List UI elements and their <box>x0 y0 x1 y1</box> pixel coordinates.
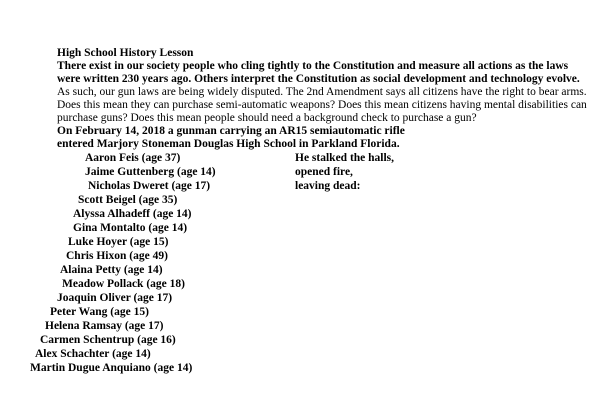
victim-row <box>30 361 557 375</box>
aftermath-text: He stalked the halls, <box>295 152 395 164</box>
paragraph-line: were written 230 years ago. Others interpret the Constitution as social development and technology evolve. <box>57 73 580 85</box>
victim-name: Scott Beigel (age 35) <box>78 194 178 206</box>
victim-row <box>57 249 557 263</box>
aftermath-text: opened fire, <box>295 166 353 178</box>
victim-row <box>57 179 557 193</box>
victim-name: Meadow Pollack (age 18) <box>62 278 185 290</box>
paragraph-line: Does this mean they can purchase semi-automatic weapons? Does this mean citizens having mental disabilities can <box>57 99 587 111</box>
document-title: High School History Lesson <box>57 47 194 59</box>
victim-row <box>40 333 557 347</box>
victim-name: Alex Schachter (age 14) <box>35 348 151 360</box>
victim-name: Gina Montalto (age 14) <box>73 222 188 234</box>
victim-name: Alyssa Alhadeff (age 14) <box>73 208 192 220</box>
victim-row <box>57 151 557 165</box>
victim-row <box>45 319 557 333</box>
victim-row <box>57 193 557 207</box>
aftermath-text: leaving dead: <box>295 180 361 192</box>
event-paragraph <box>57 125 557 151</box>
victim-row <box>50 305 557 319</box>
paragraph-line: On February 14, 2018 a gunman carrying an AR15 semiautomatic rifle <box>57 125 405 137</box>
victim-name: Aaron Feis (age 37) <box>85 152 181 164</box>
victim-name: Carmen Schentrup (age 16) <box>40 334 176 346</box>
body-paragraph <box>57 86 587 125</box>
victim-row <box>57 221 557 235</box>
victim-name: Helena Ramsay (age 17) <box>45 320 164 332</box>
victim-name: Alaina Petty (age 14) <box>60 264 163 276</box>
victim-name: Nicholas Dweret (age 17) <box>88 180 211 192</box>
victim-list <box>30 151 557 375</box>
victim-row <box>57 277 557 291</box>
victim-name: Luke Hoyer (age 15) <box>68 236 169 248</box>
victim-row <box>57 207 557 221</box>
document-page <box>30 47 587 375</box>
victim-row <box>35 347 557 361</box>
paragraph-line: entered Marjory Stoneman Douglas High School in Parkland Florida. <box>57 138 400 150</box>
paragraph-line: As such, our gun laws are being widely disputed. The 2nd Amendment says all citizens have the right to bear arms. <box>57 86 587 98</box>
victim-name: Joaquin Oliver (age 17) <box>57 292 173 304</box>
paragraph-line: purchase guns? Does this mean people should need a background check to purchase a gun? <box>57 112 477 124</box>
victim-row <box>57 291 557 305</box>
victim-row <box>57 165 557 179</box>
victim-name: Jaime Guttenberg (age 14) <box>85 166 216 178</box>
victim-row <box>57 235 557 249</box>
victim-name: Peter Wang (age 15) <box>50 306 149 318</box>
victim-name: Martin Dugue Anquiano (age 14) <box>30 362 193 374</box>
victim-name: Chris Hixon (age 49) <box>66 250 168 262</box>
intro-paragraph <box>57 60 580 86</box>
paragraph-line: There exist in our society people who cling tightly to the Constitution and measure all actions as the laws <box>57 60 569 72</box>
victim-row <box>57 263 557 277</box>
